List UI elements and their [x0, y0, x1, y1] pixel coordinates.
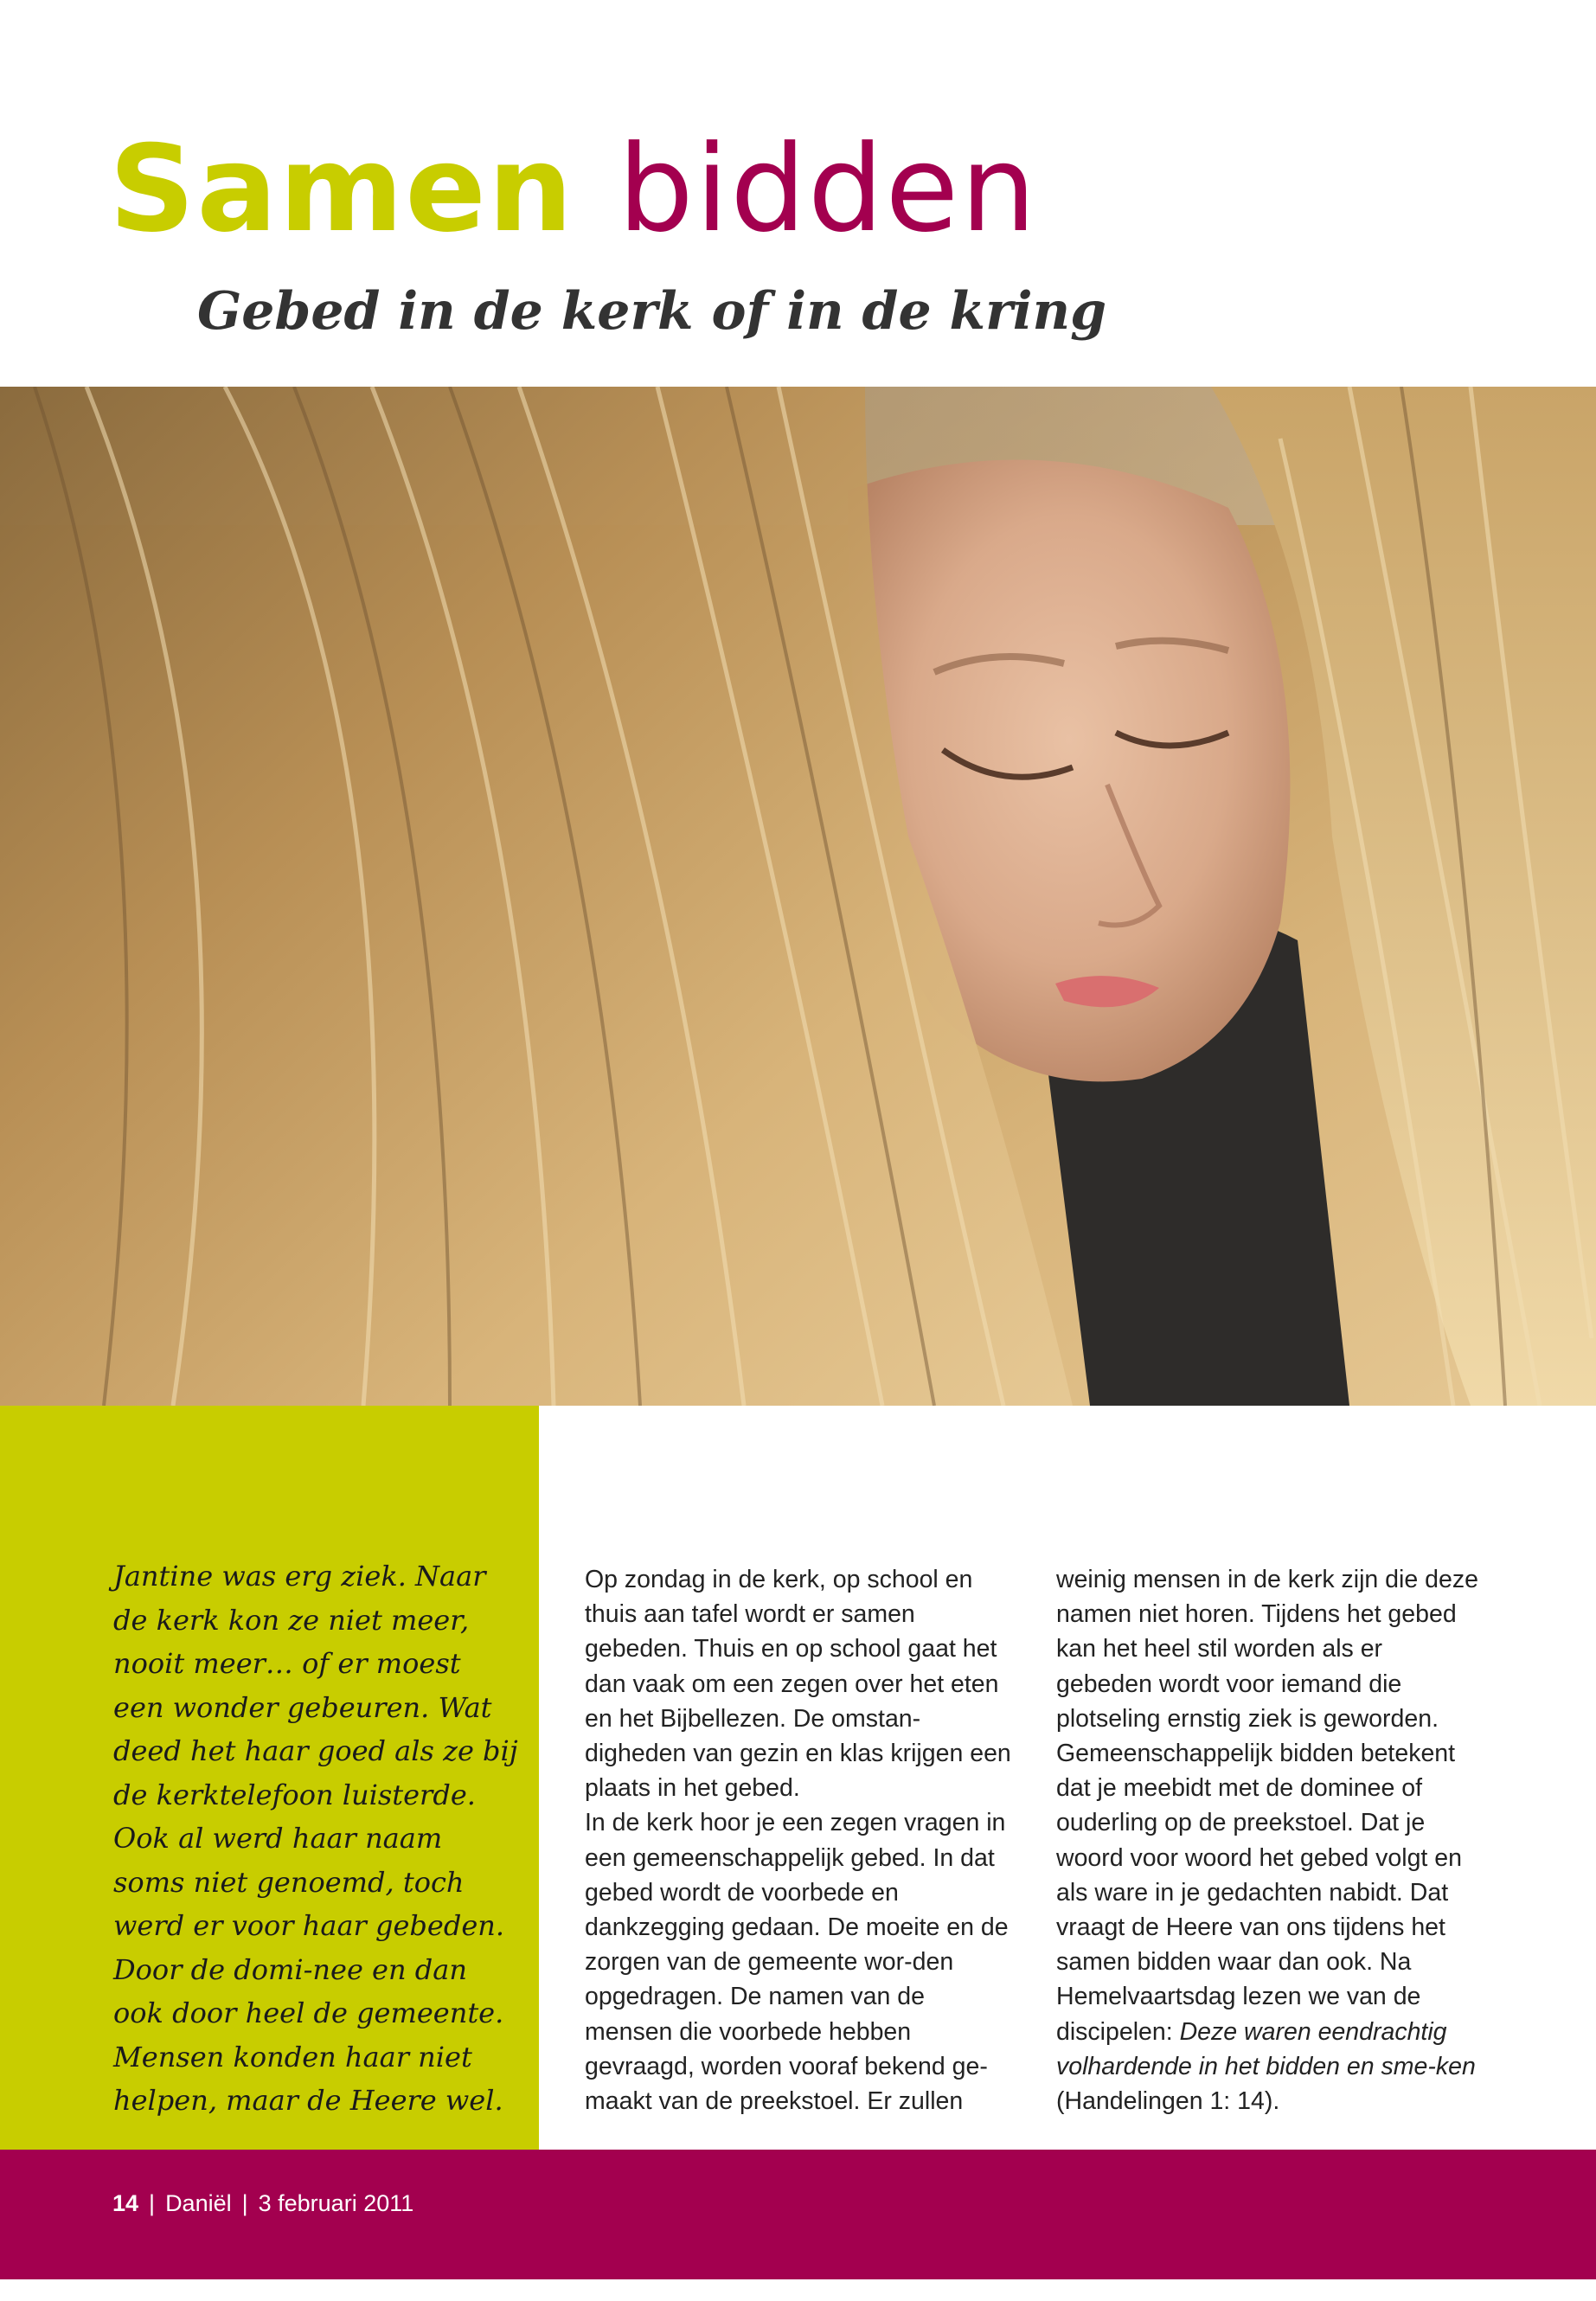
bible-reference: (Handelingen 1: 14).: [1056, 2087, 1280, 2116]
footer-info: [112, 2190, 413, 2217]
page-number: 14: [112, 2190, 139, 2216]
body-paragraph-3: [1056, 1562, 1484, 2118]
body-paragraph-1: Op zondag in de kerk, op school en thuis aan tafel wordt er samen gebeden. Thuis en op school gaat het dan vaak om een zegen over het eten en het Bijbellezen. De omstan-digheden van gezin en klas krijgen een plaats in het gebed.: [585, 1566, 1011, 1803]
photo-illustration: [0, 387, 1596, 1406]
intro-paragraph: Jantine was erg ziek. Naar de kerk kon ze niet meer, nooit meer… of er moest een wonder gebeuren. Wat deed het haar goed als ze bij de kerktelefoon luisterde. Ook al werd haar naam soms niet genoemd, toch werd er voor haar gebeden. Door de domi-nee en dan ook door heel de gemeente. Mensen konden haar niet helpen, maar de Heere wel.: [113, 1560, 518, 2117]
title-word-bidden: bidden: [618, 119, 1038, 259]
article-subtitle: Gebed in de kerk of in de kring: [197, 281, 1107, 342]
girl-praying-photo: [0, 387, 1596, 1406]
magazine-name: Daniël: [165, 2190, 232, 2216]
body-column-1: [585, 1562, 1013, 2118]
footer-separator-1: |: [149, 2190, 156, 2216]
body-paragraph-3-text: weinig mensen in de kerk zijn die deze namen niet horen. Tijdens het gebed kan het heel stil worden als er gebeden wordt voor iemand die plotseling ernstig ziek is geworden. Gemeenschappelijk bidden betekent dat je meebidt met de dominee of ouderling op de preekstoel. Dat je woord voor woord het gebed volgt en als ware in je gedachten nabidt. Dat vraagt de Heere van ons tijdens het samen bidden waar dan ook. Na Hemelvaartsdag lezen we van de discipelen:: [1056, 1566, 1478, 2046]
body-paragraph-2: In de kerk hoor je een zegen vragen in een gemeenschappelijk gebed. In dat gebed wordt de voorbede en dankzegging gedaan. De moeite en de zorgen van de gemeente wor-den opgedragen. De namen van de mensen die voorbede hebben gevraagd, worden vooraf bekend ge-maakt van de preekstoel. Er zullen: [585, 1809, 1009, 2116]
footer-separator-2: |: [241, 2190, 248, 2216]
article-title: [109, 119, 1038, 259]
body-column-2: [1056, 1562, 1484, 2118]
title-word-samen: Samen: [109, 119, 575, 259]
issue-date: 3 februari 2011: [258, 2190, 414, 2216]
bible-quote: Deze waren eendrachtig volhardende in het bidden en sme-ken: [1056, 2017, 1476, 2080]
